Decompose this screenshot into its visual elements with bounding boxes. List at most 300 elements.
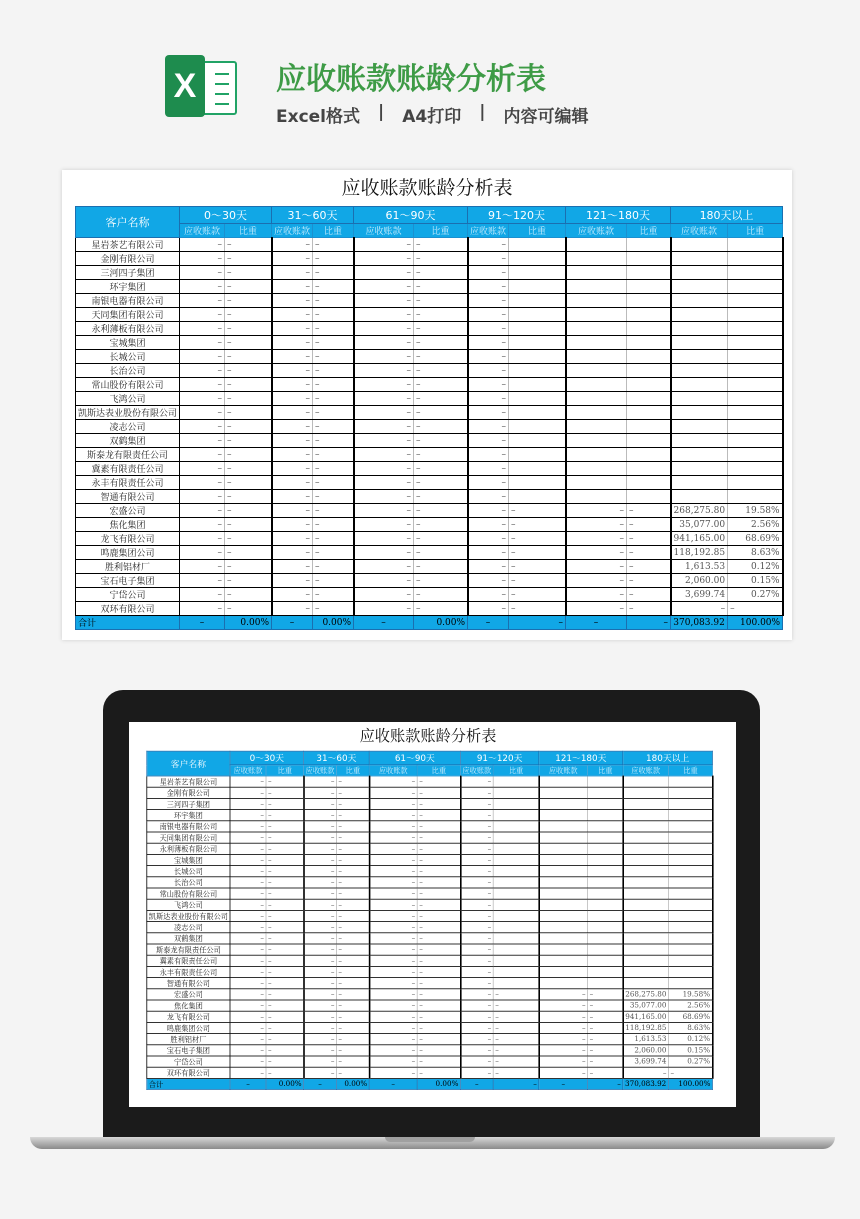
customer-name[interactable]: 双鹤集团 bbox=[147, 933, 230, 944]
amount-cell[interactable]: – bbox=[460, 832, 493, 843]
ratio-cell[interactable]: – bbox=[627, 504, 671, 518]
ratio-cell[interactable]: – bbox=[414, 364, 468, 378]
ratio-cell[interactable]: – bbox=[225, 294, 272, 308]
ratio-cell[interactable]: – bbox=[414, 392, 468, 406]
amount-cell[interactable]: – bbox=[468, 266, 509, 280]
ratio-cell[interactable]: – bbox=[225, 322, 272, 336]
ratio-cell[interactable]: – bbox=[414, 308, 468, 322]
ratio-cell[interactable]: – bbox=[313, 462, 354, 476]
ratio-cell[interactable] bbox=[493, 810, 539, 821]
amount-cell[interactable] bbox=[671, 280, 728, 294]
ratio-cell[interactable] bbox=[668, 798, 712, 809]
amount-cell[interactable]: – bbox=[304, 955, 337, 966]
amount-cell[interactable]: – bbox=[468, 392, 509, 406]
amount-cell[interactable]: – bbox=[304, 843, 337, 854]
amount-cell[interactable]: – bbox=[180, 560, 225, 574]
amount-cell[interactable]: – bbox=[180, 308, 225, 322]
ratio-cell[interactable]: – bbox=[336, 899, 369, 910]
customer-name[interactable]: 永利薄板有限公司 bbox=[147, 843, 230, 854]
ratio-cell[interactable]: – bbox=[414, 602, 468, 616]
ratio-cell[interactable] bbox=[509, 322, 566, 336]
amount-cell[interactable]: – bbox=[566, 560, 627, 574]
amount-cell[interactable] bbox=[566, 336, 627, 350]
ratio-cell[interactable]: – bbox=[417, 888, 460, 899]
amount-cell[interactable]: 268,275.80 bbox=[623, 989, 669, 1000]
amount-cell[interactable]: – bbox=[566, 602, 627, 616]
amount-cell[interactable]: – bbox=[468, 434, 509, 448]
amount-cell[interactable]: – bbox=[460, 787, 493, 798]
ratio-cell[interactable]: – bbox=[225, 574, 272, 588]
ratio-cell[interactable] bbox=[588, 922, 623, 933]
ratio-cell[interactable]: 8.63% bbox=[728, 546, 783, 560]
amount-cell[interactable]: – bbox=[304, 776, 337, 787]
amount-cell[interactable]: – bbox=[460, 944, 493, 955]
customer-name[interactable]: 鸣鹿集团公司 bbox=[147, 1022, 230, 1033]
ratio-cell[interactable]: – bbox=[313, 322, 354, 336]
ratio-cell[interactable]: – bbox=[336, 933, 369, 944]
amount-cell[interactable]: – bbox=[468, 420, 509, 434]
ratio-cell[interactable] bbox=[588, 888, 623, 899]
amount-cell[interactable]: 2,060.00 bbox=[671, 574, 728, 588]
ratio-cell[interactable]: – bbox=[266, 933, 304, 944]
amount-cell[interactable] bbox=[671, 378, 728, 392]
amount-cell[interactable] bbox=[671, 294, 728, 308]
ratio-cell[interactable]: – bbox=[266, 787, 304, 798]
amount-cell[interactable]: – bbox=[180, 336, 225, 350]
ratio-cell[interactable]: – bbox=[417, 966, 460, 977]
ratio-cell[interactable]: – bbox=[313, 252, 354, 266]
amount-cell[interactable]: – bbox=[230, 787, 266, 798]
ratio-cell[interactable] bbox=[493, 933, 539, 944]
amount-cell[interactable] bbox=[671, 308, 728, 322]
ratio-cell[interactable] bbox=[509, 420, 566, 434]
amount-cell[interactable]: – bbox=[539, 1000, 588, 1011]
amount-cell[interactable] bbox=[623, 966, 669, 977]
ratio-cell[interactable] bbox=[493, 843, 539, 854]
amount-cell[interactable]: – bbox=[468, 504, 509, 518]
amount-cell[interactable] bbox=[566, 350, 627, 364]
customer-name[interactable]: 焦化集团 bbox=[147, 1000, 230, 1011]
amount-cell[interactable]: – bbox=[460, 1022, 493, 1033]
customer-name[interactable]: 冀素有限责任公司 bbox=[147, 955, 230, 966]
customer-name[interactable]: 飞鸿公司 bbox=[147, 899, 230, 910]
amount-cell[interactable] bbox=[566, 448, 627, 462]
ratio-cell[interactable] bbox=[493, 955, 539, 966]
amount-cell[interactable]: – bbox=[272, 588, 313, 602]
amount-cell[interactable]: – bbox=[468, 602, 509, 616]
amount-cell[interactable] bbox=[623, 899, 669, 910]
amount-cell[interactable]: – bbox=[369, 899, 417, 910]
customer-name[interactable]: 南银电器有限公司 bbox=[76, 294, 180, 308]
ratio-cell[interactable] bbox=[728, 350, 783, 364]
ratio-cell[interactable] bbox=[509, 238, 566, 252]
ratio-cell[interactable]: – bbox=[414, 406, 468, 420]
customer-name[interactable]: 凌志公司 bbox=[76, 420, 180, 434]
amount-cell[interactable]: – bbox=[460, 1011, 493, 1022]
ratio-cell[interactable]: – bbox=[313, 504, 354, 518]
ratio-cell[interactable] bbox=[509, 448, 566, 462]
customer-name[interactable]: 焦化集团 bbox=[76, 518, 180, 532]
amount-cell[interactable]: – bbox=[272, 294, 313, 308]
amount-cell[interactable] bbox=[623, 978, 669, 989]
ratio-cell[interactable] bbox=[627, 252, 671, 266]
amount-cell[interactable]: – bbox=[304, 978, 337, 989]
amount-cell[interactable]: – bbox=[180, 252, 225, 266]
ratio-cell[interactable]: – bbox=[336, 810, 369, 821]
ratio-cell[interactable]: – bbox=[266, 843, 304, 854]
ratio-cell[interactable] bbox=[668, 843, 712, 854]
ratio-cell[interactable]: – bbox=[414, 420, 468, 434]
ratio-cell[interactable]: – bbox=[493, 1011, 539, 1022]
amount-cell[interactable]: – bbox=[354, 490, 414, 504]
ratio-cell[interactable]: – bbox=[414, 476, 468, 490]
ratio-cell[interactable]: – bbox=[313, 280, 354, 294]
customer-name[interactable]: 天同集团有限公司 bbox=[76, 308, 180, 322]
amount-cell[interactable] bbox=[623, 798, 669, 809]
ratio-cell[interactable] bbox=[668, 933, 712, 944]
amount-cell[interactable]: – bbox=[539, 1045, 588, 1056]
ratio-cell[interactable] bbox=[509, 392, 566, 406]
ratio-cell[interactable]: – bbox=[313, 588, 354, 602]
ratio-cell[interactable]: – bbox=[627, 602, 671, 616]
amount-cell[interactable]: – bbox=[272, 364, 313, 378]
amount-cell[interactable]: – bbox=[566, 588, 627, 602]
amount-cell[interactable]: – bbox=[180, 392, 225, 406]
ratio-cell[interactable]: – bbox=[417, 1045, 460, 1056]
ratio-cell[interactable] bbox=[627, 378, 671, 392]
ratio-cell[interactable]: – bbox=[414, 336, 468, 350]
ratio-cell[interactable]: – bbox=[414, 490, 468, 504]
amount-cell[interactable]: – bbox=[468, 350, 509, 364]
amount-cell[interactable]: – bbox=[354, 406, 414, 420]
amount-cell[interactable]: – bbox=[539, 1034, 588, 1045]
amount-cell[interactable]: – bbox=[230, 1056, 266, 1067]
ratio-cell[interactable]: – bbox=[336, 877, 369, 888]
amount-cell[interactable]: – bbox=[304, 1056, 337, 1067]
amount-cell[interactable]: – bbox=[230, 899, 266, 910]
ratio-cell[interactable] bbox=[728, 462, 783, 476]
amount-cell[interactable]: – bbox=[230, 933, 266, 944]
amount-cell[interactable]: – bbox=[468, 336, 509, 350]
ratio-cell[interactable]: – bbox=[266, 821, 304, 832]
ratio-cell[interactable]: – bbox=[313, 476, 354, 490]
ratio-cell[interactable]: – bbox=[414, 378, 468, 392]
ratio-cell[interactable] bbox=[509, 462, 566, 476]
customer-name[interactable]: 双环有限公司 bbox=[76, 602, 180, 616]
amount-cell[interactable] bbox=[566, 476, 627, 490]
amount-cell[interactable]: – bbox=[180, 266, 225, 280]
ratio-cell[interactable]: – bbox=[509, 588, 566, 602]
amount-cell[interactable]: – bbox=[272, 476, 313, 490]
amount-cell[interactable]: – bbox=[304, 933, 337, 944]
ratio-cell[interactable] bbox=[668, 910, 712, 921]
amount-cell[interactable]: – bbox=[468, 448, 509, 462]
ratio-cell[interactable]: 0.15% bbox=[728, 574, 783, 588]
amount-cell[interactable]: – bbox=[230, 866, 266, 877]
customer-name[interactable]: 金刚有限公司 bbox=[147, 787, 230, 798]
amount-cell[interactable]: – bbox=[180, 546, 225, 560]
ratio-cell[interactable] bbox=[668, 854, 712, 865]
amount-cell[interactable]: – bbox=[180, 574, 225, 588]
amount-cell[interactable] bbox=[539, 877, 588, 888]
ratio-cell[interactable]: – bbox=[493, 1034, 539, 1045]
amount-cell[interactable] bbox=[539, 866, 588, 877]
amount-cell[interactable]: – bbox=[539, 1067, 588, 1078]
ratio-cell[interactable]: – bbox=[417, 978, 460, 989]
amount-cell[interactable]: – bbox=[468, 588, 509, 602]
ratio-cell[interactable]: – bbox=[414, 462, 468, 476]
customer-name[interactable]: 斯泰龙有限责任公司 bbox=[76, 448, 180, 462]
ratio-cell[interactable]: – bbox=[336, 1000, 369, 1011]
ratio-cell[interactable] bbox=[627, 420, 671, 434]
amount-cell[interactable]: – bbox=[354, 392, 414, 406]
amount-cell[interactable]: – bbox=[354, 434, 414, 448]
amount-cell[interactable] bbox=[539, 955, 588, 966]
ratio-cell[interactable]: – bbox=[225, 588, 272, 602]
amount-cell[interactable]: – bbox=[180, 476, 225, 490]
amount-cell[interactable] bbox=[566, 252, 627, 266]
ratio-cell[interactable]: – bbox=[336, 888, 369, 899]
amount-cell[interactable]: – bbox=[369, 910, 417, 921]
amount-cell[interactable] bbox=[671, 350, 728, 364]
ratio-cell[interactable] bbox=[728, 392, 783, 406]
amount-cell[interactable]: – bbox=[272, 252, 313, 266]
amount-cell[interactable]: – bbox=[369, 1067, 417, 1078]
amount-cell[interactable]: – bbox=[468, 378, 509, 392]
ratio-cell[interactable]: 19.58% bbox=[728, 504, 783, 518]
amount-cell[interactable]: – bbox=[230, 798, 266, 809]
amount-cell[interactable] bbox=[671, 434, 728, 448]
ratio-cell[interactable]: – bbox=[313, 364, 354, 378]
amount-cell[interactable]: – bbox=[272, 266, 313, 280]
amount-cell[interactable] bbox=[566, 406, 627, 420]
ratio-cell[interactable] bbox=[627, 294, 671, 308]
amount-cell[interactable]: – bbox=[180, 322, 225, 336]
amount-cell[interactable]: – bbox=[180, 602, 225, 616]
ratio-cell[interactable]: – bbox=[509, 518, 566, 532]
ratio-cell[interactable]: – bbox=[266, 810, 304, 821]
ratio-cell[interactable]: – bbox=[225, 560, 272, 574]
customer-name[interactable]: 长城公司 bbox=[147, 866, 230, 877]
ratio-cell[interactable] bbox=[728, 322, 783, 336]
ratio-cell[interactable] bbox=[728, 336, 783, 350]
ratio-cell[interactable]: – bbox=[627, 518, 671, 532]
ratio-cell[interactable]: – bbox=[313, 602, 354, 616]
customer-name[interactable]: 宝城集团 bbox=[76, 336, 180, 350]
ratio-cell[interactable] bbox=[493, 899, 539, 910]
ratio-cell[interactable]: – bbox=[313, 560, 354, 574]
amount-cell[interactable]: – bbox=[468, 238, 509, 252]
amount-cell[interactable]: – bbox=[230, 1011, 266, 1022]
customer-name[interactable]: 三河四子集团 bbox=[76, 266, 180, 280]
amount-cell[interactable] bbox=[566, 280, 627, 294]
ratio-cell[interactable]: – bbox=[266, 910, 304, 921]
amount-cell[interactable]: – bbox=[230, 1034, 266, 1045]
amount-cell[interactable]: – bbox=[369, 776, 417, 787]
ratio-cell[interactable]: 0.27% bbox=[728, 588, 783, 602]
amount-cell[interactable]: – bbox=[354, 448, 414, 462]
ratio-cell[interactable]: – bbox=[414, 560, 468, 574]
amount-cell[interactable]: – bbox=[354, 322, 414, 336]
ratio-cell[interactable] bbox=[728, 476, 783, 490]
ratio-cell[interactable]: – bbox=[509, 602, 566, 616]
customer-name[interactable]: 冀素有限责任公司 bbox=[76, 462, 180, 476]
ratio-cell[interactable] bbox=[728, 294, 783, 308]
amount-cell[interactable] bbox=[671, 238, 728, 252]
amount-cell[interactable]: – bbox=[230, 966, 266, 977]
ratio-cell[interactable]: 19.58% bbox=[668, 989, 712, 1000]
customer-name[interactable]: 宝城集团 bbox=[147, 854, 230, 865]
ratio-cell[interactable]: – bbox=[588, 1034, 623, 1045]
amount-cell[interactable] bbox=[539, 821, 588, 832]
amount-cell[interactable]: – bbox=[272, 560, 313, 574]
amount-cell[interactable] bbox=[566, 238, 627, 252]
amount-cell[interactable]: – bbox=[460, 989, 493, 1000]
amount-cell[interactable]: – bbox=[230, 922, 266, 933]
amount-cell[interactable]: – bbox=[304, 810, 337, 821]
amount-cell[interactable]: – bbox=[230, 955, 266, 966]
amount-cell[interactable]: – bbox=[354, 560, 414, 574]
ratio-cell[interactable]: – bbox=[417, 1022, 460, 1033]
amount-cell[interactable]: 268,275.80 bbox=[671, 504, 728, 518]
ratio-cell[interactable] bbox=[627, 364, 671, 378]
ratio-cell[interactable]: – bbox=[336, 821, 369, 832]
customer-name[interactable]: 飞鸿公司 bbox=[76, 392, 180, 406]
ratio-cell[interactable]: – bbox=[417, 787, 460, 798]
amount-cell[interactable] bbox=[623, 877, 669, 888]
ratio-cell[interactable] bbox=[509, 490, 566, 504]
ratio-cell[interactable]: – bbox=[266, 854, 304, 865]
ratio-cell[interactable]: – bbox=[266, 877, 304, 888]
ratio-cell[interactable]: – bbox=[225, 518, 272, 532]
amount-cell[interactable]: – bbox=[354, 280, 414, 294]
ratio-cell[interactable]: – bbox=[414, 448, 468, 462]
ratio-cell[interactable]: – bbox=[313, 490, 354, 504]
amount-cell[interactable]: – bbox=[354, 420, 414, 434]
amount-cell[interactable]: – bbox=[230, 978, 266, 989]
amount-cell[interactable]: – bbox=[369, 1000, 417, 1011]
amount-cell[interactable]: – bbox=[369, 810, 417, 821]
amount-cell[interactable] bbox=[623, 832, 669, 843]
ratio-cell[interactable]: – bbox=[225, 434, 272, 448]
ratio-cell[interactable]: – bbox=[266, 1056, 304, 1067]
ratio-cell[interactable]: – bbox=[417, 989, 460, 1000]
ratio-cell[interactable]: – bbox=[417, 810, 460, 821]
ratio-cell[interactable]: – bbox=[313, 406, 354, 420]
amount-cell[interactable]: – bbox=[230, 832, 266, 843]
ratio-cell[interactable]: – bbox=[225, 392, 272, 406]
ratio-cell[interactable]: – bbox=[266, 1034, 304, 1045]
amount-cell[interactable]: – bbox=[272, 532, 313, 546]
ratio-cell[interactable]: – bbox=[336, 866, 369, 877]
amount-cell[interactable]: 118,192.85 bbox=[623, 1022, 669, 1033]
ratio-cell[interactable]: – bbox=[313, 518, 354, 532]
ratio-cell[interactable] bbox=[728, 490, 783, 504]
ratio-cell[interactable] bbox=[728, 266, 783, 280]
amount-cell[interactable]: – bbox=[460, 1045, 493, 1056]
amount-cell[interactable] bbox=[623, 866, 669, 877]
amount-cell[interactable]: – bbox=[304, 944, 337, 955]
amount-cell[interactable]: – bbox=[460, 776, 493, 787]
ratio-cell[interactable]: 0.15% bbox=[668, 1045, 712, 1056]
ratio-cell[interactable]: – bbox=[225, 546, 272, 560]
amount-cell[interactable] bbox=[566, 434, 627, 448]
ratio-cell[interactable]: – bbox=[225, 532, 272, 546]
ratio-cell[interactable]: 2.56% bbox=[668, 1000, 712, 1011]
ratio-cell[interactable]: – bbox=[414, 280, 468, 294]
ratio-cell[interactable] bbox=[728, 378, 783, 392]
ratio-cell[interactable]: – bbox=[313, 392, 354, 406]
amount-cell[interactable]: – bbox=[230, 1000, 266, 1011]
ratio-cell[interactable]: – bbox=[336, 966, 369, 977]
amount-cell[interactable]: – bbox=[304, 966, 337, 977]
amount-cell[interactable]: – bbox=[460, 821, 493, 832]
amount-cell[interactable]: – bbox=[354, 378, 414, 392]
ratio-cell[interactable]: – bbox=[414, 588, 468, 602]
amount-cell[interactable]: – bbox=[566, 518, 627, 532]
ratio-cell[interactable]: 68.69% bbox=[668, 1011, 712, 1022]
ratio-cell[interactable] bbox=[493, 944, 539, 955]
ratio-cell[interactable] bbox=[627, 448, 671, 462]
ratio-cell[interactable] bbox=[509, 434, 566, 448]
ratio-cell[interactable]: – bbox=[313, 420, 354, 434]
ratio-cell[interactable]: – bbox=[313, 546, 354, 560]
ratio-cell[interactable] bbox=[493, 978, 539, 989]
amount-cell[interactable] bbox=[623, 854, 669, 865]
ratio-cell[interactable]: – bbox=[414, 294, 468, 308]
ratio-cell[interactable]: – bbox=[417, 798, 460, 809]
amount-cell[interactable]: – bbox=[304, 866, 337, 877]
ratio-cell[interactable]: – bbox=[493, 1000, 539, 1011]
amount-cell[interactable]: – bbox=[369, 1011, 417, 1022]
amount-cell[interactable]: – bbox=[566, 574, 627, 588]
amount-cell[interactable]: – bbox=[304, 787, 337, 798]
amount-cell[interactable]: – bbox=[354, 350, 414, 364]
ratio-cell[interactable] bbox=[493, 821, 539, 832]
ratio-cell[interactable]: – bbox=[588, 989, 623, 1000]
ratio-cell[interactable]: – bbox=[225, 378, 272, 392]
ratio-cell[interactable]: – bbox=[493, 1045, 539, 1056]
amount-cell[interactable]: – bbox=[272, 406, 313, 420]
ratio-cell[interactable]: – bbox=[266, 955, 304, 966]
amount-cell[interactable]: – bbox=[354, 532, 414, 546]
amount-cell[interactable] bbox=[671, 364, 728, 378]
ratio-cell[interactable]: – bbox=[417, 910, 460, 921]
customer-name[interactable]: 永丰有限责任公司 bbox=[76, 476, 180, 490]
ratio-cell[interactable]: – bbox=[493, 1022, 539, 1033]
amount-cell[interactable]: – bbox=[468, 532, 509, 546]
ratio-cell[interactable] bbox=[509, 476, 566, 490]
ratio-cell[interactable] bbox=[493, 966, 539, 977]
amount-cell[interactable]: 3,699.74 bbox=[623, 1056, 669, 1067]
amount-cell[interactable]: – bbox=[230, 1022, 266, 1033]
amount-cell[interactable] bbox=[539, 832, 588, 843]
ratio-cell[interactable]: – bbox=[588, 1011, 623, 1022]
amount-cell[interactable]: – bbox=[354, 574, 414, 588]
amount-cell[interactable]: – bbox=[460, 843, 493, 854]
ratio-cell[interactable] bbox=[668, 922, 712, 933]
ratio-cell[interactable]: – bbox=[417, 933, 460, 944]
amount-cell[interactable]: – bbox=[180, 364, 225, 378]
amount-cell[interactable]: – bbox=[369, 854, 417, 865]
amount-cell[interactable] bbox=[671, 490, 728, 504]
ratio-cell[interactable] bbox=[668, 832, 712, 843]
amount-cell[interactable] bbox=[539, 978, 588, 989]
ratio-cell[interactable]: – bbox=[414, 266, 468, 280]
amount-cell[interactable]: – bbox=[460, 978, 493, 989]
ratio-cell[interactable] bbox=[627, 322, 671, 336]
ratio-cell[interactable] bbox=[728, 434, 783, 448]
